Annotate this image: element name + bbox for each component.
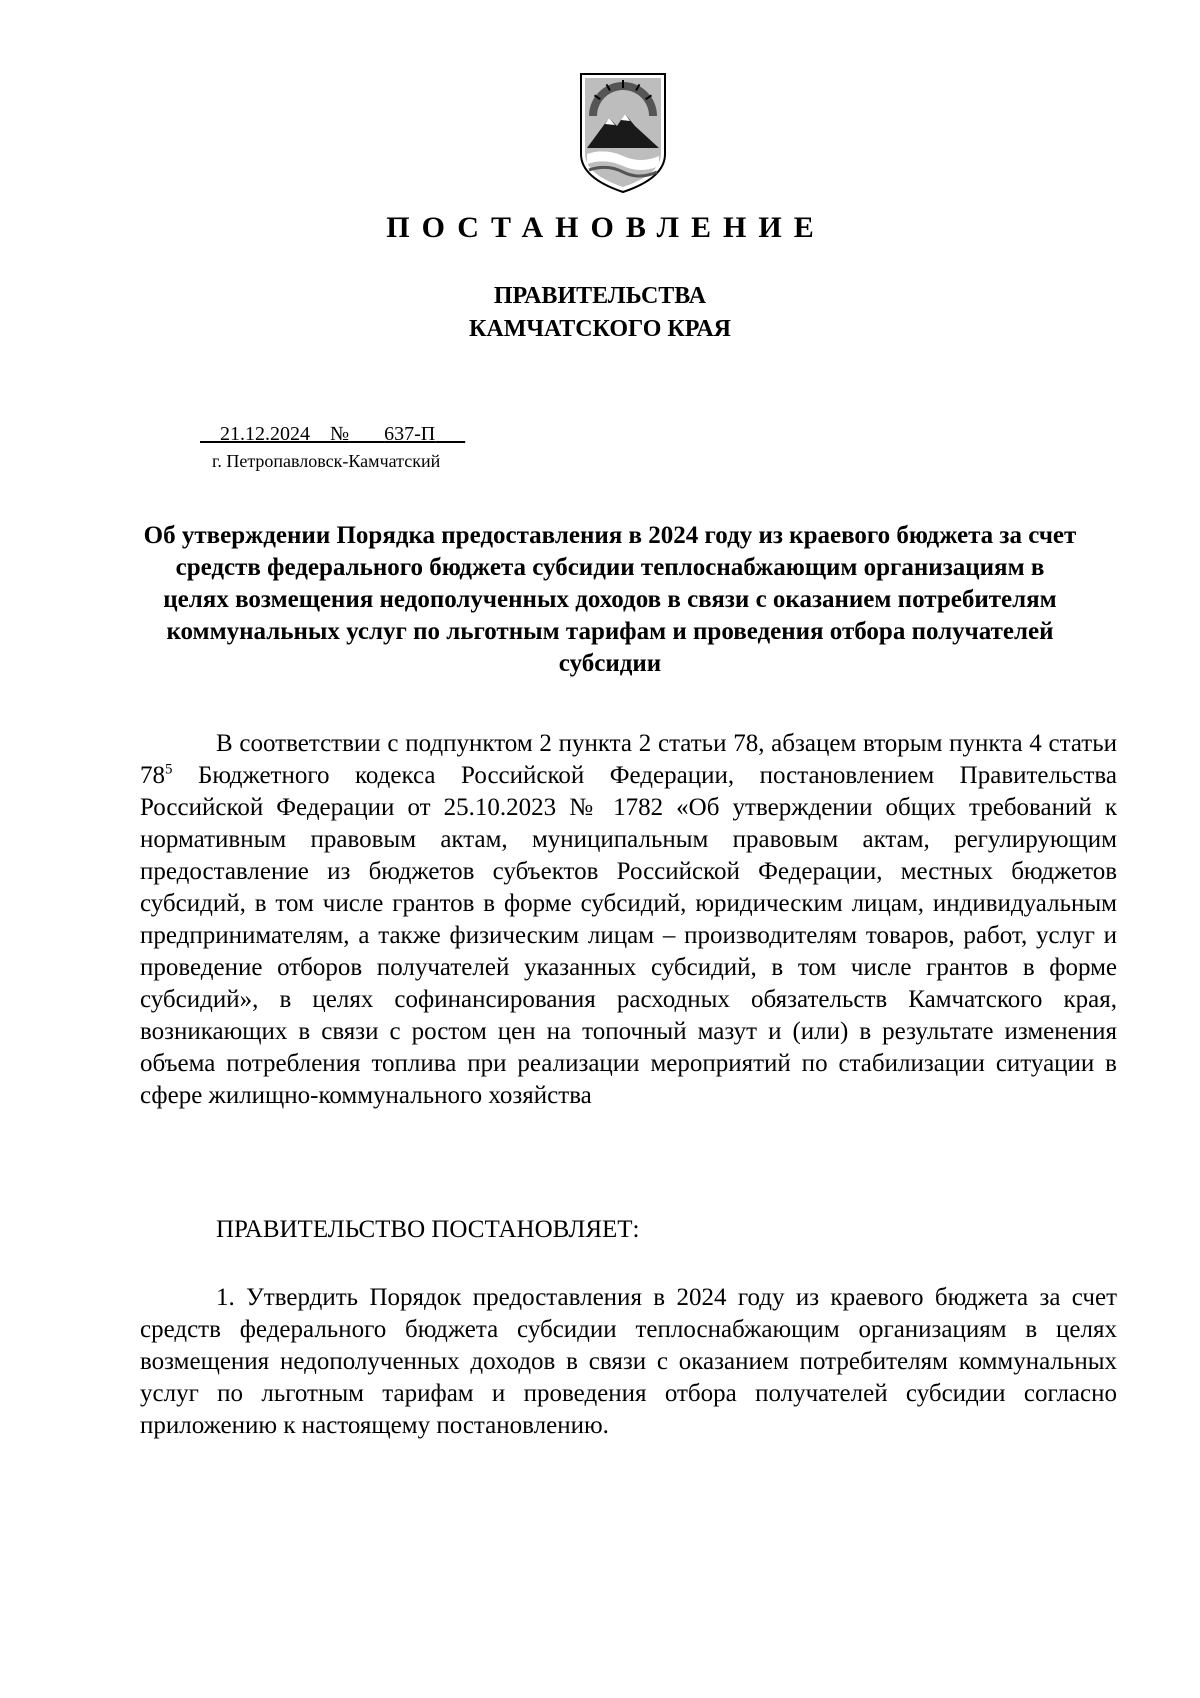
authority-line-1: ПРАВИТЕЛЬСТВА bbox=[493, 283, 707, 309]
number-sign: № bbox=[330, 423, 350, 445]
place-of-issue: г. Петропавловск-Камчатский bbox=[212, 451, 441, 471]
authority-line-2: КАМЧАТСКОГО КРАЯ bbox=[468, 316, 732, 342]
issuing-authority bbox=[0, 280, 1200, 346]
article-superscript: 5 bbox=[165, 761, 173, 778]
document-title: Об утверждении Порядка предоставления в 2024 году из краевого бюджета за счет средств федерального бюджета субсидии теплоснабжающим организациям в целях возмещения недополученных доходов в связи с оказанием потребителям коммунальных услуг по льготным тарифам и проведения отбора получателей субсидии bbox=[143, 522, 1077, 677]
preamble-start: В соответствии с подпунктом 2 пункта 2 статьи 78, абзацем вторым пункта 4 статьи 78 bbox=[140, 730, 1117, 789]
preamble-paragraph bbox=[140, 728, 1117, 1112]
decree-formula: ПРАВИТЕЛЬСТВО ПОСТАНОВЛЯЕТ: bbox=[216, 1216, 640, 1243]
item-1-paragraph: 1. Утвердить Порядок предоставления в 2024 году из краевого бюджета за счет средств федерального бюджета субсидии теплоснабжающим организациям в целях возмещения недополученных доходов в связи с оказанием потребителям коммунальных услуг по льготным тарифам и проведения отбора получателей субсидии согласно приложению к настоящему постановлению. bbox=[140, 1284, 1117, 1439]
preamble-rest: Бюджетного кодекса Российской Федерации, постановлением Правительства Российской Федерации от 25.10.2023 № 1782 «Об утверждении общих требований к нормативным правовым актам, муниципальным правовым актам, регулирующим предоставление из бюджетов субъектов Российской Федерации, местных бюджетов субсидий, в том числе грантов в форме субсидий, юридическим лицам, индивидуальным предпринимателям, а также физическим лицам – производителям товаров, работ, услуг и проведение отборов получателей указанных субсидий, в том числе грантов в форме субсидий», в целях софинансирования расходных обязательств Камчатского края, возникающих в связи с ростом цен на топочный мазут и (или) в результате изменения объема потребления топлива при реализации мероприятий по стабилизации ситуации в сфере жилищно-коммунального хозяйства bbox=[140, 762, 1117, 1109]
document-number: 637-П bbox=[384, 423, 436, 445]
document-type: ПОСТАНОВЛЕНИЕ bbox=[386, 211, 826, 244]
document-date: 21.12.2024 bbox=[220, 423, 310, 445]
date-number-line bbox=[200, 422, 465, 446]
coat-of-arms-icon bbox=[577, 70, 669, 196]
